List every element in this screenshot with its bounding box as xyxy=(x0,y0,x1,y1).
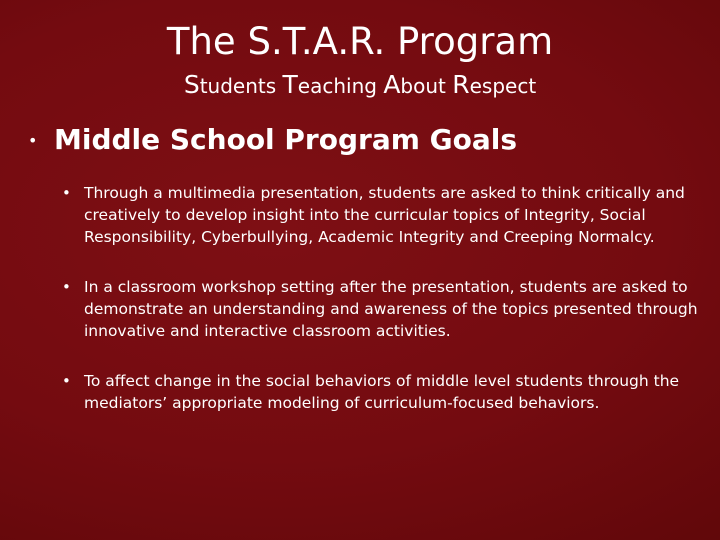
subtitle-rest: eaching xyxy=(297,74,384,98)
goal-item xyxy=(62,182,698,248)
bullet-icon: • xyxy=(28,131,38,150)
slide-subtitle xyxy=(0,70,720,101)
goal-item xyxy=(62,370,698,414)
slide-title: The S.T.A.R. Program xyxy=(166,20,554,63)
subtitle-rest: espect xyxy=(469,74,537,98)
goal-text: To affect change in the social behaviors of middle level students through the mediators’ appropriate modeling of curriculum-focused behaviors. xyxy=(84,372,680,412)
subtitle-initial: T xyxy=(282,70,298,99)
subtitle-rest: bout xyxy=(400,74,453,98)
bullet-icon: • xyxy=(62,184,71,202)
subtitle-rest: tudents xyxy=(199,74,283,98)
bullet-icon: • xyxy=(62,372,71,390)
subtitle-word-respect xyxy=(452,70,537,99)
subtitle-initial: S xyxy=(183,70,200,99)
goal-text: In a classroom workshop setting after the presentation, students are asked to demonstrate an understanding and awareness of the topics presented through innovative and interactive classroom activities. xyxy=(84,278,698,340)
subtitle-word-teaching xyxy=(282,70,384,99)
subtitle-initial: R xyxy=(452,70,470,99)
section-heading-row xyxy=(28,120,708,160)
goal-item xyxy=(62,276,698,342)
subtitle-word-about xyxy=(383,70,453,99)
bullet-icon: • xyxy=(62,278,71,296)
goal-list xyxy=(62,182,698,442)
section-heading: Middle School Program Goals xyxy=(54,123,518,156)
goal-text: Through a multimedia presentation, students are asked to think critically and creatively to develop insight into the curricular topics of Integrity, Social Responsibility, Cyberbullying, Academic Integrity and Creeping Normalcy. xyxy=(84,184,685,246)
subtitle-word-students xyxy=(183,70,283,99)
subtitle-initial: A xyxy=(383,70,401,99)
